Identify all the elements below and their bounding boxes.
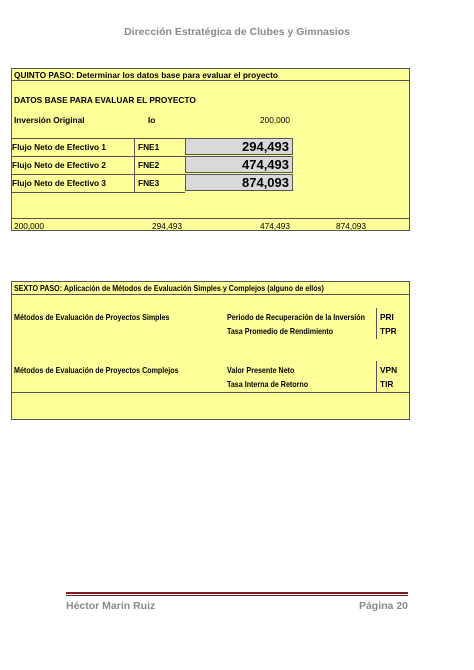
complejos-label: Métodos de Evaluación de Proyectos Complejos <box>14 365 179 375</box>
metodo-tir-abbr: TIR <box>380 379 394 389</box>
metodo-tir-name: Tasa Interna de Retorno <box>227 379 309 389</box>
metodo-tpr-name: Tasa Promedio de Rendimiento <box>227 326 334 336</box>
flujo-value: 294,493 <box>185 138 293 155</box>
metodo-tpr-abbr: TPR <box>380 326 397 336</box>
flujo-code: FNE1 <box>138 142 160 152</box>
simples-label: Métodos de Evaluación de Proyectos Simples <box>14 312 170 322</box>
simples-abbr-divider <box>376 308 379 339</box>
flujo-row-3 <box>12 174 294 192</box>
flujo-row-1 <box>12 138 294 156</box>
flujo-value: 474,493 <box>185 156 293 173</box>
flujo-code: FNE3 <box>138 178 160 188</box>
page-header-title: Dirección Estratégica de Clubes y Gimnasios <box>124 26 350 38</box>
flujo-value: 874,093 <box>185 174 293 191</box>
quinto-paso-panel <box>11 68 410 231</box>
flujos-rule-bottom <box>12 192 185 193</box>
metodo-vpn-abbr: VPN <box>380 365 398 375</box>
datos-base-heading: DATOS BASE PARA EVALUAR EL PROYECTO <box>14 95 196 105</box>
footer-author: Héctor Marín Ruiz <box>66 600 156 612</box>
inversion-value: 200,000 <box>260 115 290 125</box>
inversion-code: Io <box>148 115 156 125</box>
summary-fne2: 474,493 <box>260 221 290 231</box>
flujo-label: Flujo Neto de Efectivo 3 <box>12 178 107 188</box>
flujo-label: Flujo Neto de Efectivo 1 <box>12 142 107 152</box>
footer-rule-thin <box>66 595 408 596</box>
flujo-label: Flujo Neto de Efectivo 2 <box>12 160 107 170</box>
flujos-col-divider <box>134 138 135 192</box>
summary-fne1: 294,493 <box>152 221 182 231</box>
flujo-code: FNE2 <box>138 160 160 170</box>
inversion-label: Inversión Original <box>14 115 85 125</box>
footer-page-number: Página 20 <box>358 600 408 612</box>
sexto-heading: SEXTO PASO: Aplicación de Métodos de Evaluación Simples y Complejos (alguno de ellos) <box>14 283 324 293</box>
complejos-abbr-divider <box>376 361 379 392</box>
sexto-bottom-rule <box>12 392 409 393</box>
summary-row <box>12 218 409 232</box>
quinto-heading: QUINTO PASO: Determinar los datos base para evaluar el proyecto <box>14 70 278 80</box>
footer-rule-thick <box>66 592 408 594</box>
metodo-vpn-name: Valor Presente Neto <box>227 365 295 375</box>
flujo-row-2 <box>12 156 294 174</box>
summary-io: 200,000 <box>14 221 44 231</box>
sexto-paso-panel <box>11 281 410 420</box>
summary-fne3: 874,093 <box>336 221 366 231</box>
metodo-pri-name: Periodo de Recuperación de la Inversión <box>227 312 365 322</box>
metodo-pri-abbr: PRI <box>380 312 394 322</box>
